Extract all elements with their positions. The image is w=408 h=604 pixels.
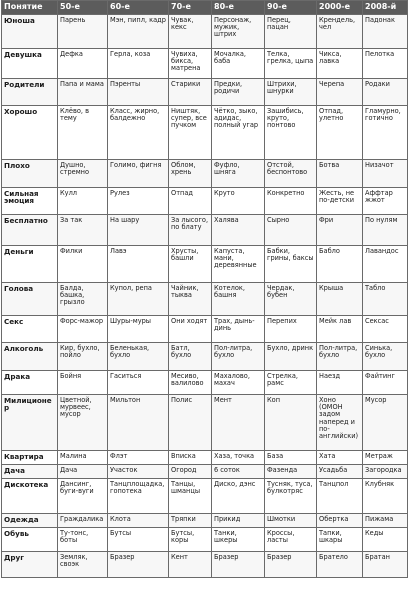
slang-cell: Кроссы, ласты	[265, 528, 317, 552]
slang-cell: Беленькая, бухло	[108, 343, 169, 371]
slang-cell: Они ходят	[169, 316, 212, 343]
slang-cell: Тусняк, туса, булкотряс	[265, 479, 317, 514]
slang-cell: Родаки	[363, 79, 408, 106]
term-cell: Юноша	[2, 15, 58, 49]
slang-cell: Дефка	[58, 49, 108, 79]
table-row	[2, 552, 408, 578]
term-cell: Родители	[2, 79, 58, 106]
slang-cell: Папа и мама	[58, 79, 108, 106]
slang-cell: Перепих	[265, 316, 317, 343]
slang-cell: Диско, дэнс	[212, 479, 265, 514]
slang-cell: Бабло	[317, 246, 363, 283]
slang-cell: Месиво, валилово	[169, 371, 212, 395]
slang-cell: Танцплощадка, гопотека	[108, 479, 169, 514]
table-row	[2, 15, 408, 49]
slang-cell: Клота	[108, 514, 169, 528]
slang-cell: Бухло, дринк	[265, 343, 317, 371]
slang-cell: Наезд	[317, 371, 363, 395]
slang-cell: Малина	[58, 451, 108, 465]
table-row	[2, 316, 408, 343]
slang-cell: Участок	[108, 465, 169, 479]
slang-cell: Пол-литра, бухло	[212, 343, 265, 371]
slang-cell: Пижама	[363, 514, 408, 528]
term-cell: Дача	[2, 465, 58, 479]
table-row	[2, 465, 408, 479]
slang-cell: Флэт	[108, 451, 169, 465]
slang-cell: Трах, дынь-динь	[212, 316, 265, 343]
slang-cell: Синька, бухло	[363, 343, 408, 371]
slang-cell: Кир, бухло, пойло	[58, 343, 108, 371]
slang-cell: Чувиха, бикса, матрена	[169, 49, 212, 79]
slang-cell: Крендель, чел	[317, 15, 363, 49]
table-row	[2, 79, 408, 106]
slang-cell: Тряпки	[169, 514, 212, 528]
slang-cell: Дансинг, буги-вуги	[58, 479, 108, 514]
slang-cell: Чайник, тыква	[169, 283, 212, 316]
term-cell: Алкоголь	[2, 343, 58, 371]
slang-cell: Усадьба	[317, 465, 363, 479]
slang-cell: Халява	[212, 215, 265, 246]
slang-cell: Рулез	[108, 188, 169, 215]
term-cell: Квартира	[2, 451, 58, 465]
slang-cell: Ботва	[317, 160, 363, 188]
table-row	[2, 514, 408, 528]
slang-cell: Кулл	[58, 188, 108, 215]
slang-cell: Шмотки	[265, 514, 317, 528]
slang-cell: Класс, жирно, балдежно	[108, 106, 169, 160]
column-header: 80-е	[212, 1, 265, 15]
slang-cell: Низачот	[363, 160, 408, 188]
slang-cell: За так	[58, 215, 108, 246]
slang-cell: Отпад	[169, 188, 212, 215]
slang-cell: Братан	[363, 552, 408, 578]
term-cell: Бесплатно	[2, 215, 58, 246]
term-cell: Девушка	[2, 49, 58, 79]
slang-cell: Дача	[58, 465, 108, 479]
slang-cell: Голимо, фигня	[108, 160, 169, 188]
slang-cell: Мусор	[363, 395, 408, 451]
slang-cell: Чувак, кекс	[169, 15, 212, 49]
slang-cell: Мейк лав	[317, 316, 363, 343]
slang-cell: Фазенда	[265, 465, 317, 479]
table-row	[2, 215, 408, 246]
slang-cell: 6 соток	[212, 465, 265, 479]
slang-cell: Облом, хрень	[169, 160, 212, 188]
column-header: 2008-й	[363, 1, 408, 15]
column-header: 70-е	[169, 1, 212, 15]
slang-cell: Коп	[265, 395, 317, 451]
slang-cell: Бутсы	[108, 528, 169, 552]
slang-cell: Пэренты	[108, 79, 169, 106]
slang-cell: Мочалка, баба	[212, 49, 265, 79]
slang-cell: Фри	[317, 215, 363, 246]
slang-cell: Прикид	[212, 514, 265, 528]
term-cell: Обувь	[2, 528, 58, 552]
slang-cell: Бразер	[265, 552, 317, 578]
table-row	[2, 106, 408, 160]
term-cell: Друг	[2, 552, 58, 578]
slang-cell: За лысого, по блату	[169, 215, 212, 246]
term-cell: Секс	[2, 316, 58, 343]
slang-cell: Фуфло, шняга	[212, 160, 265, 188]
term-cell: Деньги	[2, 246, 58, 283]
slang-cell: Пелотка	[363, 49, 408, 79]
slang-cell: Купол, репа	[108, 283, 169, 316]
term-cell: Плохо	[2, 160, 58, 188]
slang-cell: Клубняк	[363, 479, 408, 514]
slang-cell: Жесть, не по-детски	[317, 188, 363, 215]
slang-cell: Лавэ	[108, 246, 169, 283]
slang-cell: Гаситься	[108, 371, 169, 395]
slang-cell: Кеды	[363, 528, 408, 552]
slang-cell: Персонаж, мужик, штрих	[212, 15, 265, 49]
slang-cell: Старики	[169, 79, 212, 106]
table-row	[2, 343, 408, 371]
slang-cell: Зашибись, круто, понтово	[265, 106, 317, 160]
table-row	[2, 160, 408, 188]
term-cell: Одежда	[2, 514, 58, 528]
slang-cell: Хрусты, башли	[169, 246, 212, 283]
slang-cell: Парень	[58, 15, 108, 49]
slang-cell: Братело	[317, 552, 363, 578]
slang-cell: Батл, бухло	[169, 343, 212, 371]
slang-cell: Мент	[212, 395, 265, 451]
table-row	[2, 451, 408, 465]
slang-cell: Крыша	[317, 283, 363, 316]
slang-cell: Хаза, точка	[212, 451, 265, 465]
slang-cell: Кент	[169, 552, 212, 578]
slang-cell: Мэн, пипл, кадр	[108, 15, 169, 49]
slang-cell: Черепа	[317, 79, 363, 106]
slang-cell: Хоно (ОМОН задом наперед и по-английски)	[317, 395, 363, 451]
table-row	[2, 49, 408, 79]
slang-cell: Обертка	[317, 514, 363, 528]
column-header: 50-е	[58, 1, 108, 15]
slang-cell: Хата	[317, 451, 363, 465]
slang-cell: Отпад, улетно	[317, 106, 363, 160]
table-row	[2, 479, 408, 514]
slang-cell: Чердак, бубен	[265, 283, 317, 316]
slang-table	[1, 0, 408, 578]
table-row	[2, 371, 408, 395]
slang-cell: Падонак	[363, 15, 408, 49]
term-cell: Дискотека	[2, 479, 58, 514]
table-row	[2, 246, 408, 283]
slang-cell: Бразер	[108, 552, 169, 578]
slang-cell: Бабки, грины, баксы	[265, 246, 317, 283]
slang-cell: Мильтон	[108, 395, 169, 451]
slang-cell: Цветной, мурвеес, мусор	[58, 395, 108, 451]
slang-cell: Отстой, беспонтово	[265, 160, 317, 188]
slang-cell: Предки, родичи	[212, 79, 265, 106]
slang-cell: Форс-мажор	[58, 316, 108, 343]
table-row	[2, 528, 408, 552]
slang-cell: Шуры-муры	[108, 316, 169, 343]
slang-cell: Табло	[363, 283, 408, 316]
term-cell: Хорошо	[2, 106, 58, 160]
slang-cell: Танки, шкеры	[212, 528, 265, 552]
slang-cell: Ништяк, супер, все пучком	[169, 106, 212, 160]
slang-cell: Балда, башка, грызло	[58, 283, 108, 316]
slang-cell: Котелок, башня	[212, 283, 265, 316]
slang-cell: Чётко, зыко, адидас, полный угар	[212, 106, 265, 160]
slang-cell: Пол-литра, бухло	[317, 343, 363, 371]
slang-cell: Тапки, шкары	[317, 528, 363, 552]
slang-cell: Танцпол	[317, 479, 363, 514]
slang-cell: Бойня	[58, 371, 108, 395]
slang-cell: Бутсы, коры	[169, 528, 212, 552]
slang-cell: Стрелка, рамс	[265, 371, 317, 395]
slang-cell: Бразер	[212, 552, 265, 578]
slang-cell: Телка, грелка, цыпа	[265, 49, 317, 79]
slang-cell: Огород	[169, 465, 212, 479]
table-row	[2, 395, 408, 451]
slang-cell: Метраж	[363, 451, 408, 465]
column-header: Понятие	[2, 1, 58, 15]
slang-cell: Душно, стремно	[58, 160, 108, 188]
slang-cell: Конкретно	[265, 188, 317, 215]
term-cell: Голова	[2, 283, 58, 316]
slang-cell: Клёво, в тему	[58, 106, 108, 160]
slang-cell: Перец, пацан	[265, 15, 317, 49]
slang-cell: Штрихи, шнурки	[265, 79, 317, 106]
table-row	[2, 283, 408, 316]
slang-cell: Сырно	[265, 215, 317, 246]
slang-cell: Аффтар жжот	[363, 188, 408, 215]
slang-cell: Загородка	[363, 465, 408, 479]
column-header: 90-е	[265, 1, 317, 15]
term-cell: Сильная эмоция	[2, 188, 58, 215]
slang-cell: Граждалика	[58, 514, 108, 528]
table-header-row	[2, 1, 408, 15]
table-body	[2, 15, 408, 578]
slang-cell: База	[265, 451, 317, 465]
column-header: 2000-е	[317, 1, 363, 15]
slang-cell: Чикса, лавка	[317, 49, 363, 79]
slang-cell: Капуста, мани, деревянные	[212, 246, 265, 283]
term-cell: Милиционер	[2, 395, 58, 451]
slang-cell: Ту-тонс, боты	[58, 528, 108, 552]
slang-cell: Файтинг	[363, 371, 408, 395]
slang-cell: Филки	[58, 246, 108, 283]
slang-cell: На шару	[108, 215, 169, 246]
slang-cell: По нулям	[363, 215, 408, 246]
slang-cell: Вписка	[169, 451, 212, 465]
slang-cell: Сексас	[363, 316, 408, 343]
slang-cell: Полис	[169, 395, 212, 451]
column-header: 60-е	[108, 1, 169, 15]
slang-cell: Танцы, шманцы	[169, 479, 212, 514]
slang-cell: Земляк, своэк	[58, 552, 108, 578]
slang-cell: Махалово, махач	[212, 371, 265, 395]
slang-cell: Герла, коза	[108, 49, 169, 79]
slang-cell: Гламурно, готично	[363, 106, 408, 160]
term-cell: Драка	[2, 371, 58, 395]
slang-cell: Лавандос	[363, 246, 408, 283]
table-row	[2, 188, 408, 215]
slang-cell: Круто	[212, 188, 265, 215]
